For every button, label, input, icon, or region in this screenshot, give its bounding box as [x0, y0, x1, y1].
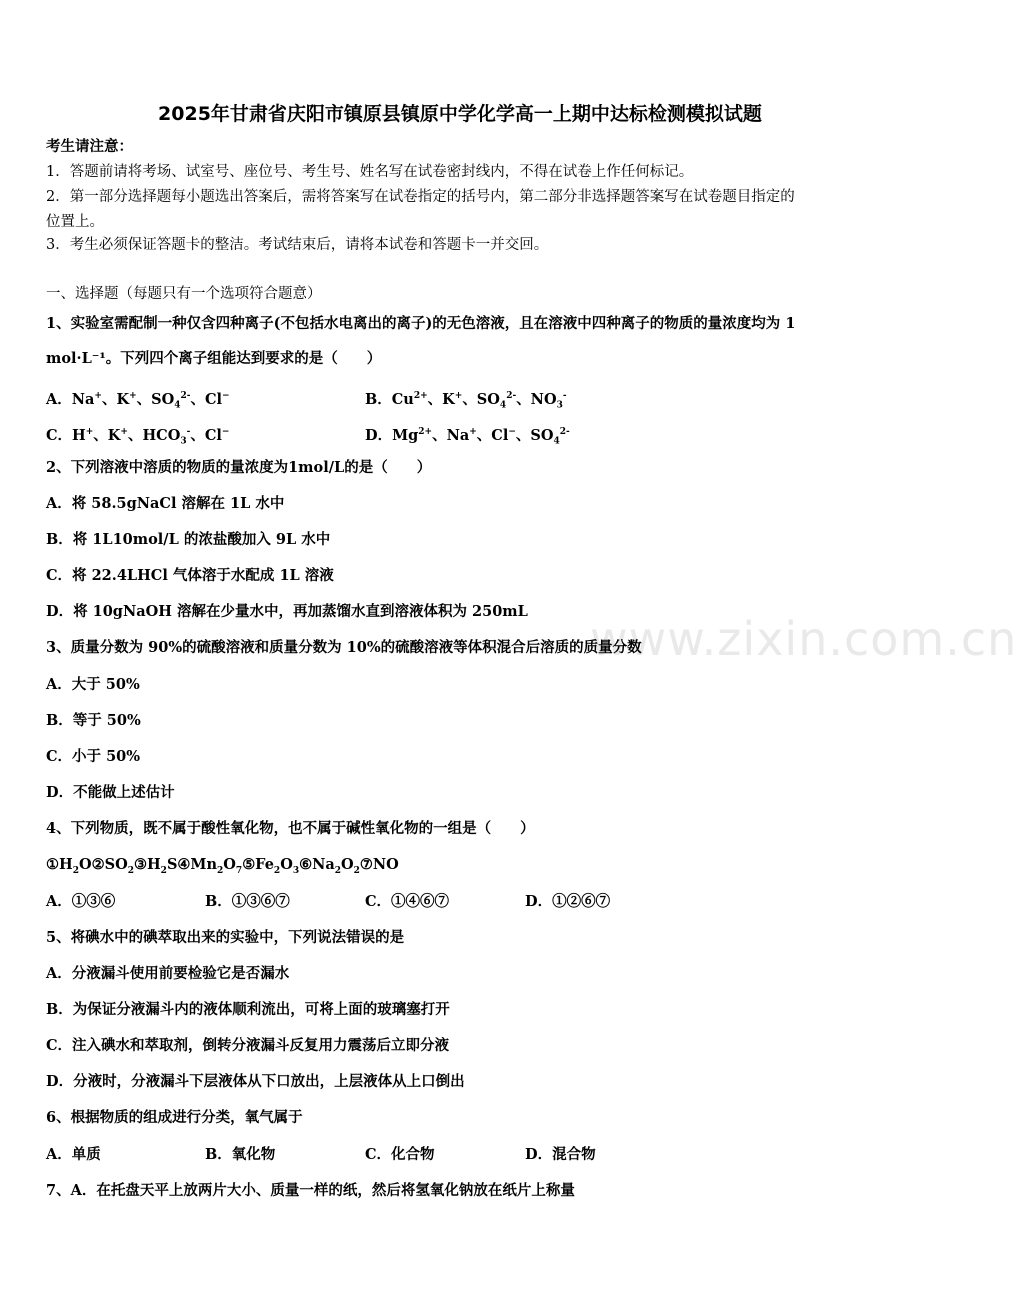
q4-option-d: D．①②⑥⑦: [525, 893, 611, 910]
q1-stem-line1: 1、实验室需配制一种仅含四种离子(不包括水电离出的离子)的无色溶液，且在溶液中四种离子的物质的量浓度均为 1: [46, 315, 796, 332]
notice-item-2-cont: 位置上。: [46, 214, 104, 230]
q4-option-a: A．①③⑥: [46, 893, 116, 910]
q3-option-a: A．大于 50%: [46, 676, 140, 693]
q5-option-d: D．分液时，分液漏斗下层液体从下口放出，上层液体从上口倒出: [46, 1073, 465, 1090]
q4-option-b: B．①③⑥⑦: [205, 893, 290, 910]
q1-option-c: C．H+、K+、$HCO_3^-$、Cl−: [46, 426, 230, 447]
notice-item-3: 3．考生必须保证答题卡的整洁。考试结束后，请将本试卷和答题卡一并交回。: [46, 237, 549, 253]
q3-option-c: C．小于 50%: [46, 748, 141, 765]
q6-option-d: D．混合物: [525, 1146, 596, 1163]
q4-option-c: C．①④⑥⑦: [365, 893, 450, 910]
q2-option-d: D．将 10gNaOH 溶解在少量水中，再加蒸馏水直到溶液体积为 250mL: [46, 603, 528, 620]
notice-heading: 考生请注意：: [46, 138, 133, 155]
q1-option-a: A．Na+、K+、$SO_4^{2-}$、Cl−: [46, 390, 230, 411]
q5-option-c: C．注入碘水和萃取剂，倒转分液漏斗反复用力震荡后立即分液: [46, 1037, 450, 1054]
q1-stem-line2: mol·L⁻¹。下列四个离子组能达到要求的是（ ）: [46, 350, 382, 367]
q2-option-a: A．将 58.5gNaCl 溶解在 1L 水中: [46, 495, 285, 512]
q2-option-b: B．将 1L10mol/L 的浓盐酸加入 9L 水中: [46, 531, 331, 548]
notice-item-1: 1．答题前请将考场、试室号、座位号、考生号、姓名写在试卷密封线内，不得在试卷上作任何标记。: [46, 164, 694, 180]
q6-option-c: C．化合物: [365, 1146, 435, 1163]
section-heading: 一、选择题（每题只有一个选项符合题意）: [46, 286, 322, 302]
q7-stem: 7、A．在托盘天平上放两片大小、质量一样的纸，然后将氢氧化钠放在纸片上称量: [46, 1182, 575, 1199]
q3-stem: 3、质量分数为 90%的硫酸溶液和质量分数为 10%的硫酸溶液等体积混合后溶质的质量分数: [46, 639, 642, 656]
q3-option-b: B．等于 50%: [46, 712, 141, 729]
q2-option-c: C．将 22.4LHCl 气体溶于水配成 1L 溶液: [46, 567, 334, 584]
page-title: 2025年甘肃省庆阳市镇原县镇原中学化学高一上期中达标检测模拟试题: [158, 103, 762, 125]
q1-option-d: D．$Mg^{2+}$、Na+、Cl−、$SO_4^{2-}$: [365, 426, 570, 447]
q3-option-d: D．不能做上述估计: [46, 784, 175, 801]
q5-stem: 5、将碘水中的碘萃取出来的实验中，下列说法错误的是: [46, 929, 405, 946]
q1-option-b: B．$Cu^{2+}$、K+、$SO_4^{2-}$、$NO_3^-$: [365, 390, 567, 411]
q6-option-b: B．氧化物: [205, 1146, 276, 1163]
q4-stem: 4、下列物质，既不属于酸性氧化物，也不属于碱性氧化物的一组是（ ）: [46, 820, 535, 837]
q6-stem: 6、根据物质的组成进行分类，氧气属于: [46, 1109, 303, 1126]
q5-option-b: B．为保证分液漏斗内的液体顺利流出，可将上面的玻璃塞打开: [46, 1001, 450, 1018]
watermark: www.zixin.com.cn: [590, 612, 1017, 666]
notice-item-2: 2．第一部分选择题每小题选出答案后，需将答案写在试卷指定的括号内，第二部分非选择题答案写在试卷题目指定的: [46, 189, 795, 205]
q6-option-a: A．单质: [46, 1146, 101, 1163]
q2-stem: 2、下列溶液中溶质的物质的量浓度为1mol/L的是（ ）: [46, 459, 432, 476]
q5-option-a: A．分液漏斗使用前要检验它是否漏水: [46, 965, 290, 982]
q4-substances: $①H_2O②SO_2③H_2S④Mn_2O_7⑤Fe_2O_3⑥Na_2O_2⑦NO$: [46, 856, 399, 876]
